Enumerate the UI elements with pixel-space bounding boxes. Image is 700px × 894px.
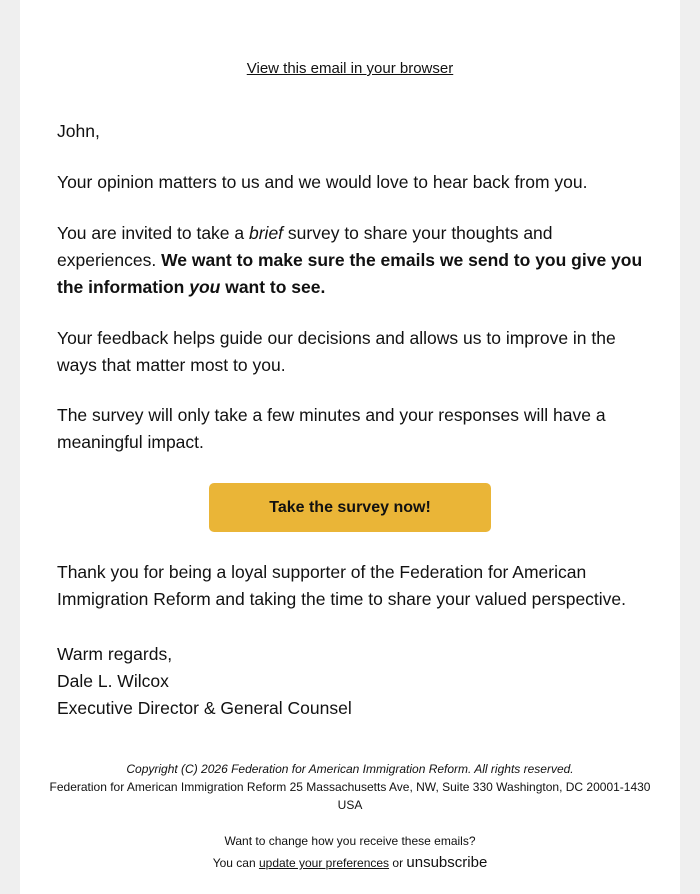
view-in-browser-link[interactable]: View this email in your browser (246, 60, 454, 77)
update-preferences-link[interactable]: update your preferences (258, 856, 390, 870)
copyright-text: Copyright (C) 2026 Federation for American Immigration Reform. All rights reserved. (126, 762, 574, 776)
bold-statement: We want to make sure the emails we send to you give you the information you want to see. (57, 250, 643, 297)
unsubscribe-link[interactable]: unsubscribe (406, 854, 488, 871)
invite-text: You are invited to take a (57, 223, 249, 243)
sign-off: Warm regards, (57, 644, 173, 664)
paragraph-invitation (57, 220, 647, 301)
footer-legal (20, 760, 680, 814)
address-text: Federation for American Immigration Reform 25 Massachusetts Ave, NW, Suite 330 Washington, DC 20001-1430 (49, 780, 651, 794)
take-survey-button[interactable]: Take the survey now! (209, 483, 491, 532)
country-text: USA (337, 798, 363, 812)
footer-preferences: Want to change how you receive these emails? You can update your preferences or unsubscribe (20, 831, 680, 874)
invite-text-cont: survey to share your thoughts and experiences. (57, 223, 553, 270)
change-prompt: Want to change how you receive these emails? (224, 834, 476, 848)
email-card (20, 0, 680, 894)
signer-title: Executive Director & General Counsel (57, 698, 352, 718)
signer-name: Dale L. Wilcox (57, 671, 169, 691)
paragraph-thanks: Thank you for being a loyal supporter of the Federation for American Immigration Reform and taking the time to share your valued perspective. (57, 562, 627, 609)
greeting: John, (57, 121, 100, 141)
signature (57, 641, 647, 722)
paragraph-survey-time: The survey will only take a few minutes and your responses will have a meaningful impact. (57, 405, 606, 452)
paragraph-opinion: Your opinion matters to us and we would love to hear back from you. (57, 172, 588, 192)
you-emphasis: you (189, 277, 221, 297)
brief-emphasis: brief (249, 223, 284, 243)
paragraph-feedback: Your feedback helps guide our decisions and allows us to improve in the ways that matter most to you. (57, 328, 616, 375)
